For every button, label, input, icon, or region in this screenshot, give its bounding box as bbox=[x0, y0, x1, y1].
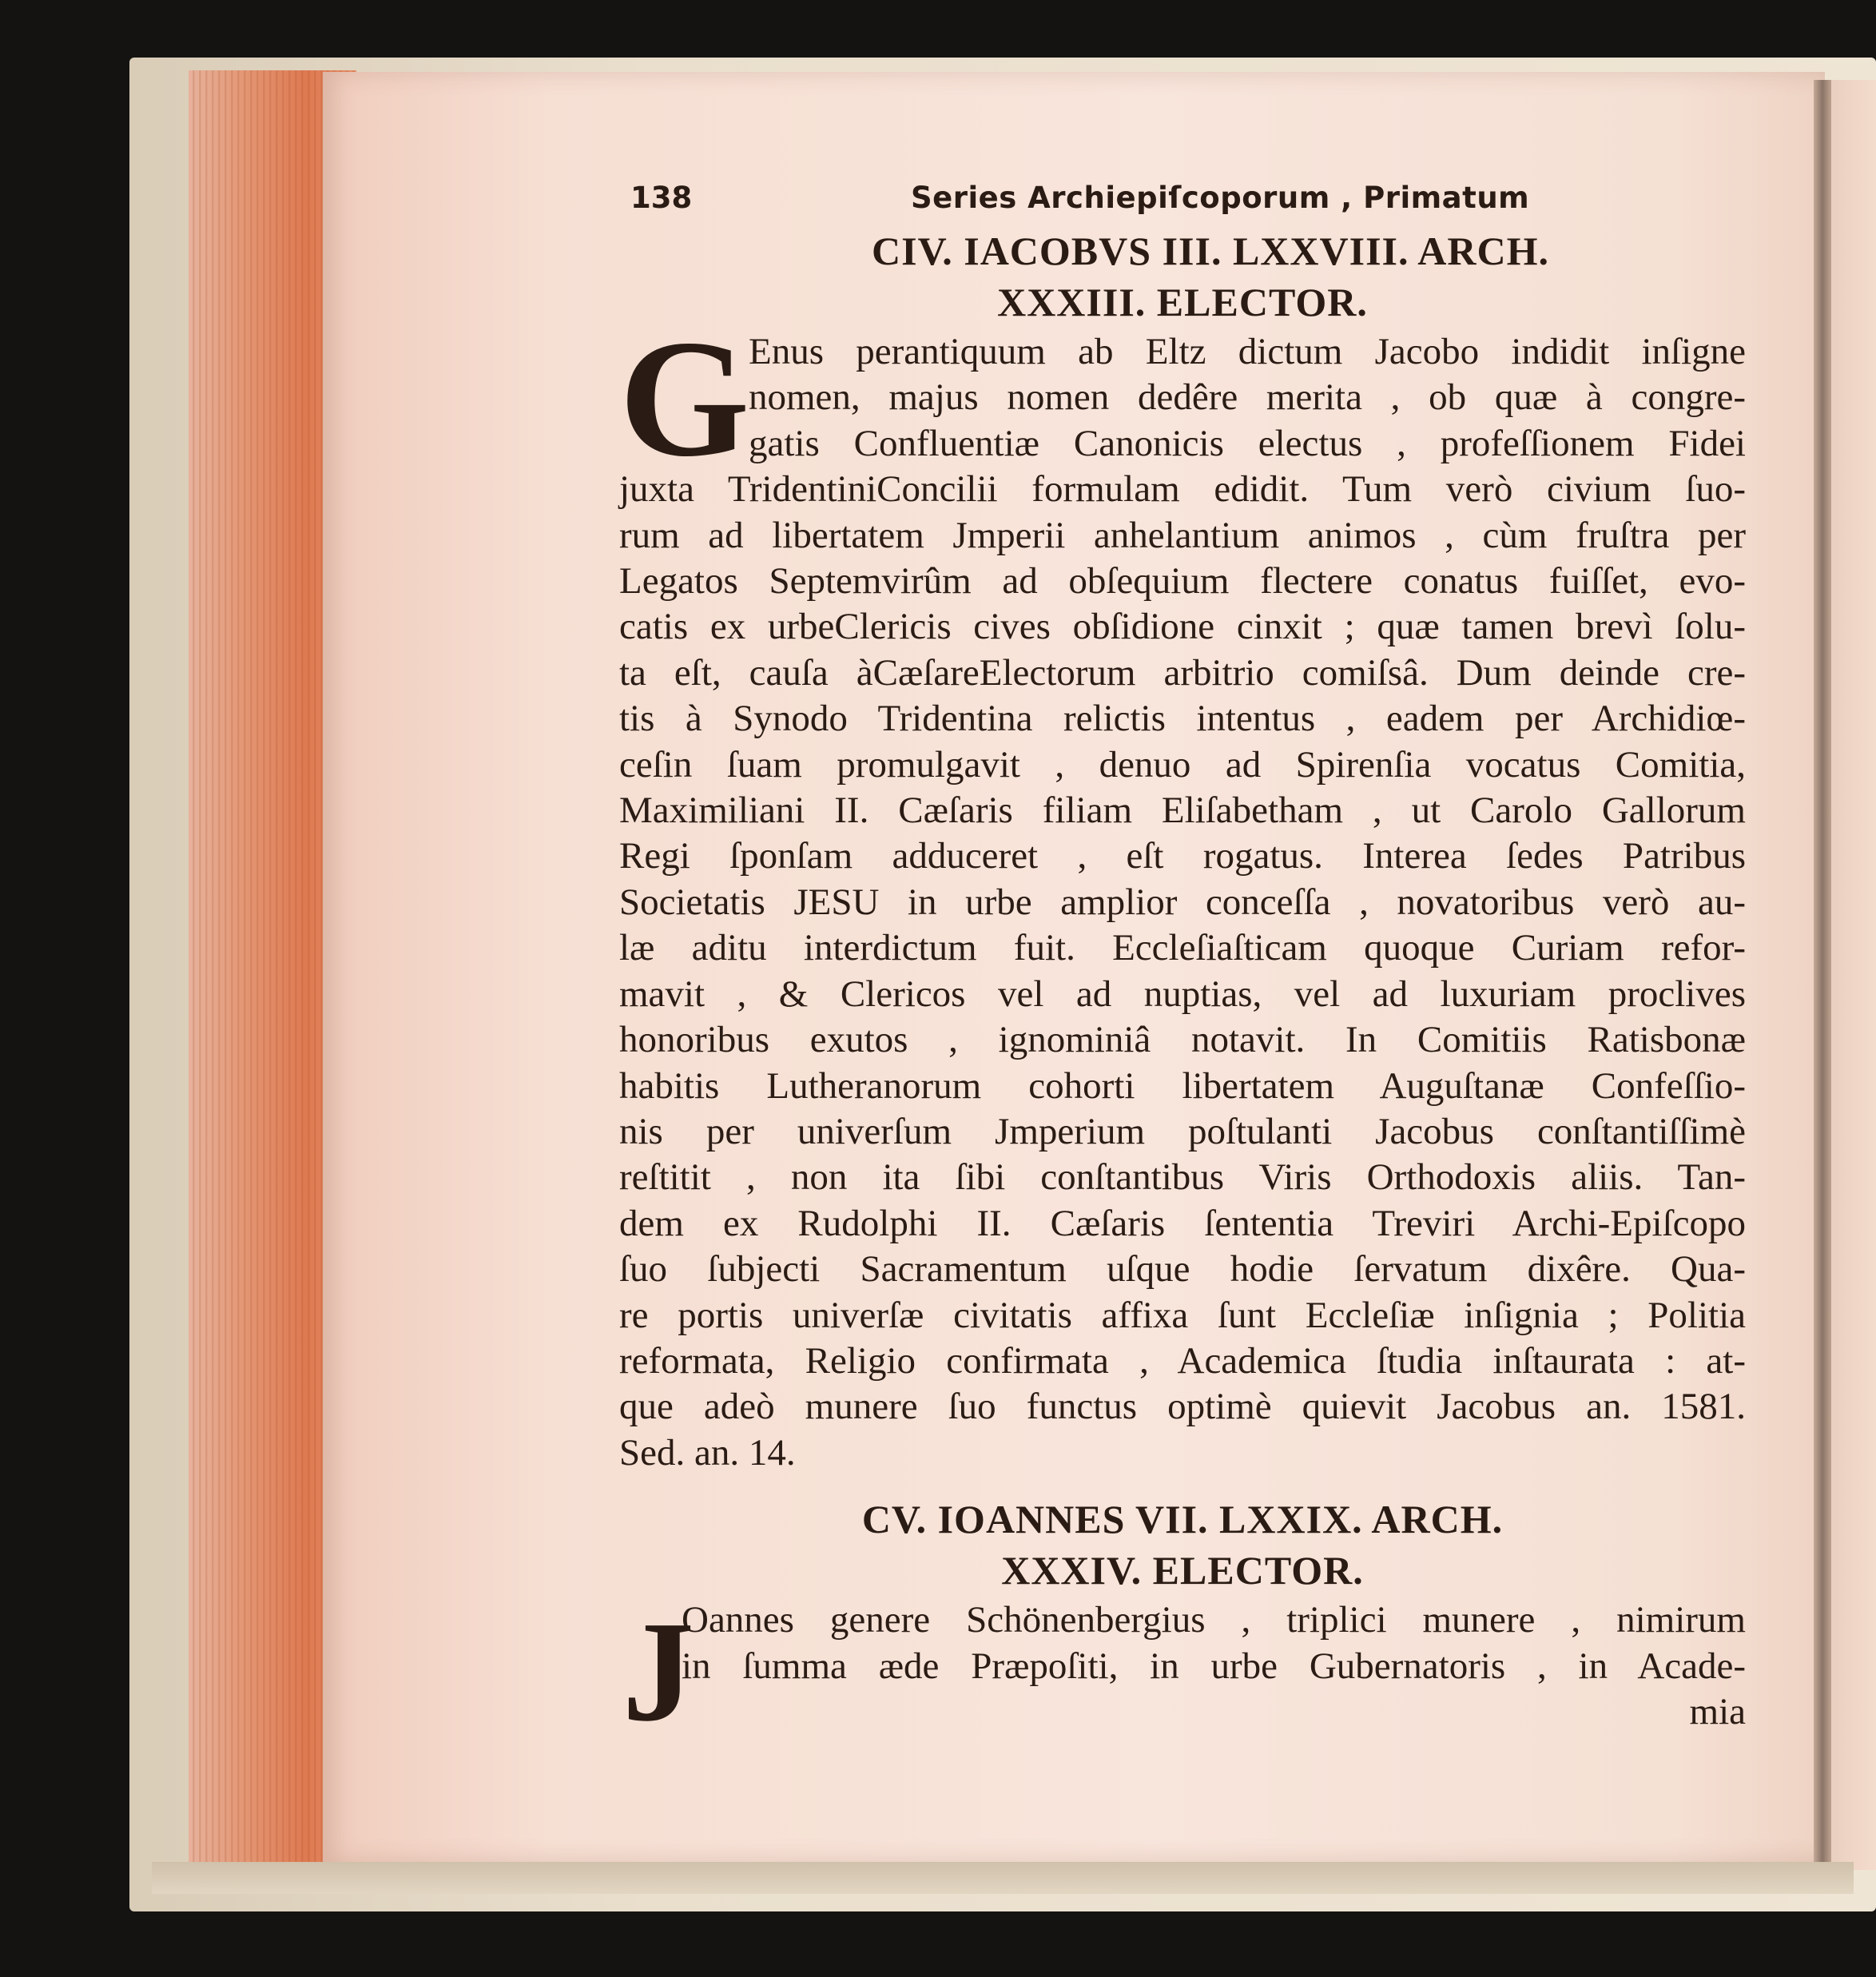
text-line: juxta TridentiniConcilii formulam edidit. Tum verò civium ſuo- bbox=[619, 468, 1746, 511]
text-line: dem ex Rudolphi II. Cæſaris ſententia Treviri Archi-Epiſcopo bbox=[619, 1202, 1746, 1244]
section-subheading-1: XXXIII. ELECTOR. bbox=[997, 280, 1368, 324]
text-line: nomen, majus nomen dedêre merita , ob quæ à congre- bbox=[749, 376, 1746, 419]
text-line: Enus perantiquum ab Eltz dictum Jacobo indidit inſigne bbox=[749, 331, 1746, 372]
gutter-shadow bbox=[1814, 80, 1831, 1862]
text-line: Sed. an. 14. bbox=[619, 1431, 796, 1474]
text-line: habitis Lutheranorum cohorti libertatem Auguſtanæ Confeſſio- bbox=[619, 1064, 1746, 1107]
running-header bbox=[619, 176, 1746, 224]
text-line: rum ad libertatem Jmperii anhelantium animos , cùm fruſtra per bbox=[619, 514, 1746, 556]
text-line: reſtitit , non ita ſibi conſtantibus Viris Orthodoxis aliis. Tan- bbox=[619, 1156, 1746, 1199]
text-line: Oannes genere Schönenbergius , triplici munere , nimirum bbox=[682, 1599, 1746, 1641]
text-line: ſuo ſubjecti Sacramentum uſque hodie ſervatum dixêre. Qua- bbox=[619, 1248, 1746, 1291]
facing-page-edge bbox=[1831, 80, 1876, 1870]
text-line: reformata, Religio confirmata , Academica ſtudia inſtaurata : at- bbox=[619, 1339, 1746, 1382]
section-heading-2: CV. IOANNES VII. LXXIX. ARCH. bbox=[861, 1497, 1504, 1542]
text-line: læ aditu interdictum fuit. Eccleſiaſticam quoque Curiam refor- bbox=[619, 927, 1746, 969]
text-line: Regi ſponſam adduceret , eſt rogatus. Interea ſedes Patribus bbox=[619, 835, 1746, 877]
cover-bottom-edge bbox=[152, 1862, 1854, 1894]
text-line: ceſin ſuam promulgavit , denuo ad Spirenſia vocatus Comitia, bbox=[619, 743, 1746, 786]
text-line: in ſumma æde Præpoſiti, in urbe Gubernatoris , in Acade- bbox=[682, 1645, 1746, 1687]
section-subheading-2: XXXIV. ELECTOR. bbox=[1001, 1548, 1364, 1593]
page-number: 138 bbox=[630, 181, 693, 215]
paragraph-jacobus bbox=[619, 306, 1746, 1476]
text-line: Societatis JESU in urbe amplior conceſſa , novatoribus verò au- bbox=[619, 881, 1746, 923]
text-line: tis à Synodo Tridentina relictis intentus , eadem per Archidiœ- bbox=[619, 698, 1746, 740]
text-line: catis ex urbeClericis cives obſidione cinxit ; quæ tamen brevì ſolu- bbox=[619, 606, 1746, 648]
drop-cap-j: J bbox=[622, 1592, 694, 1752]
text-line: Maximiliani II. Cæſaris filiam Eliſabetham , ut Carolo Gallorum bbox=[619, 790, 1746, 832]
section-heading-1: CIV. IACOBVS III. LXXVIII. ARCH. bbox=[872, 229, 1549, 273]
page-text bbox=[619, 176, 1746, 1752]
drop-cap-g: G bbox=[619, 306, 750, 491]
text-line: gatis Confluentiæ Canonicis electus , profeſſionem Fidei bbox=[749, 422, 1746, 464]
text-line: ta eſt, cauſa àCæſareElectorum arbitrio comiſsâ. Dum deinde cre- bbox=[619, 651, 1746, 694]
text-line: honoribus exutos , ignominiâ notavit. In Comitiis Ratisbonæ bbox=[619, 1019, 1746, 1061]
text-line: Legatos Septemvirûm ad obſequium flectere conatus fuiſſet, evo- bbox=[619, 560, 1746, 603]
text-line: que adeò munere ſuo functus optimè quievit Jacobus an. 1581. bbox=[619, 1386, 1746, 1428]
catchword: mia bbox=[1689, 1690, 1746, 1732]
text-line: mavit , & Clericos vel ad nuptias, vel ad luxuriam proclives bbox=[619, 973, 1746, 1015]
text-line: nis per univerſum Jmperium poſtulanti Jacobus conſtantiſſimè bbox=[619, 1110, 1746, 1152]
paragraph-ioannes bbox=[619, 1592, 1746, 1752]
text-line: re portis univerſæ civitatis affixa ſunt Eccleſiæ inſignia ; Politia bbox=[619, 1294, 1746, 1336]
running-title: Series Archiepiſcoporum , Primatum bbox=[911, 181, 1530, 215]
